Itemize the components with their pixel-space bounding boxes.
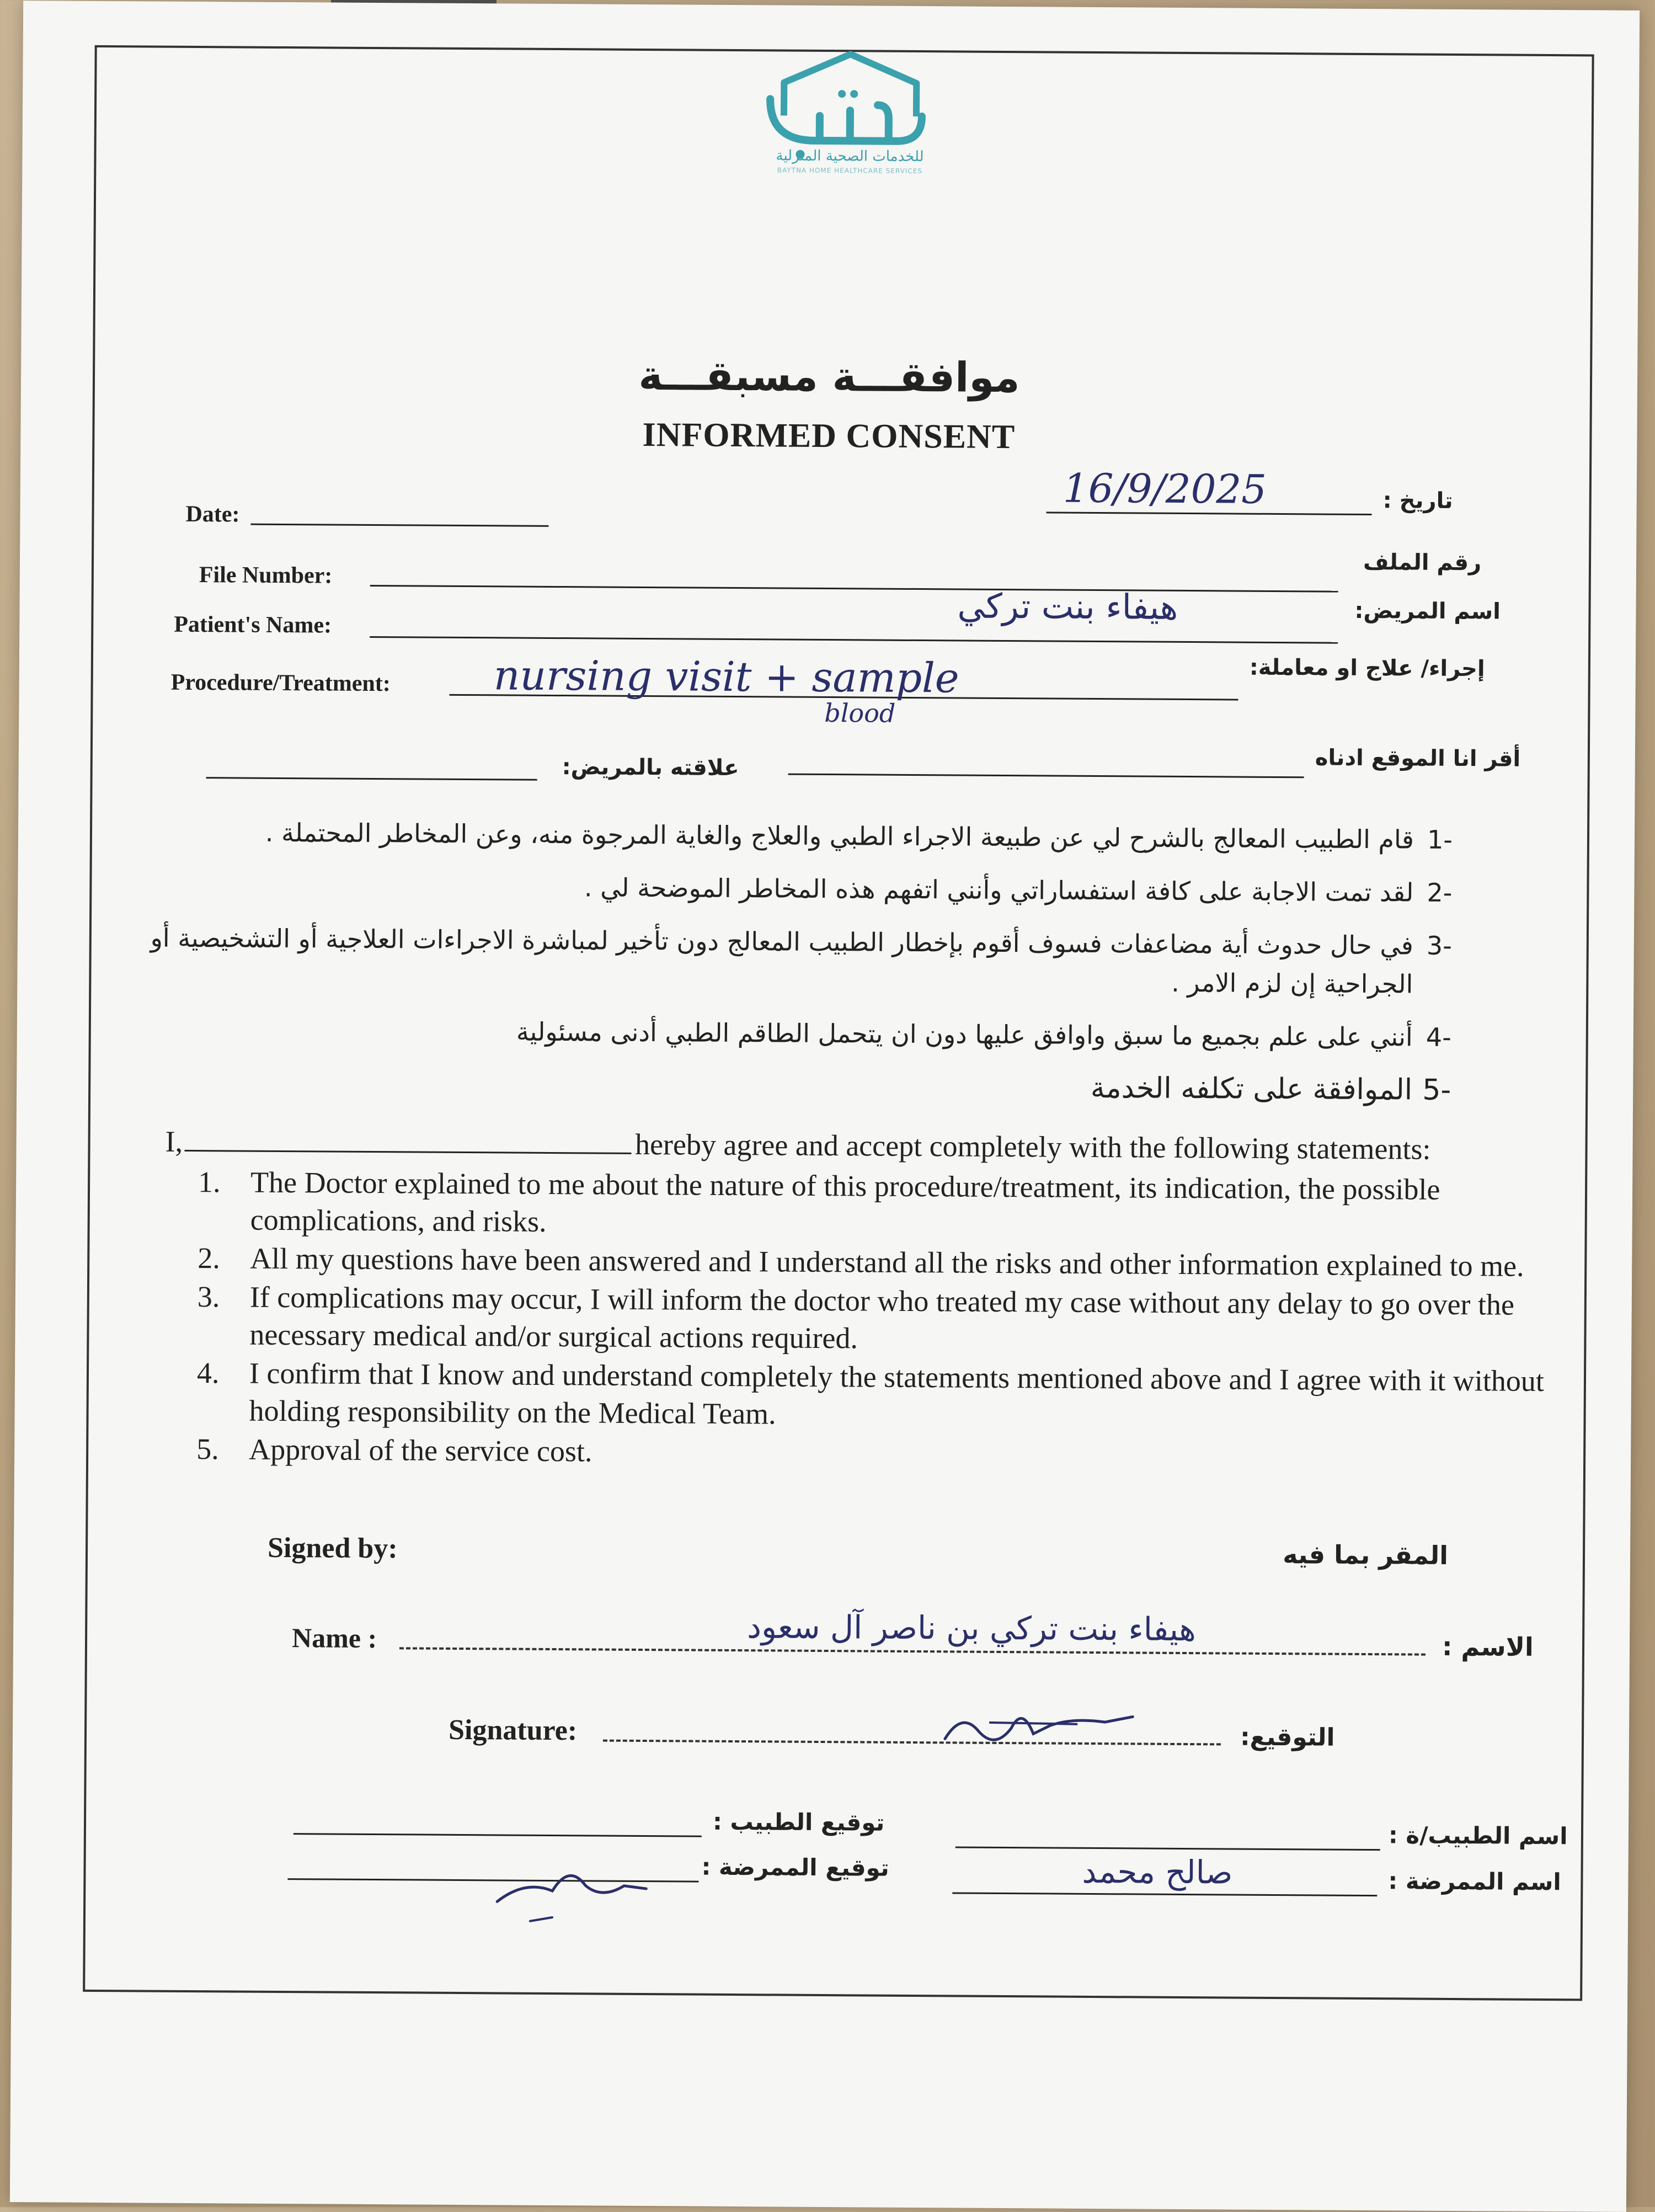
arabic-statements-list xyxy=(138,812,1453,1124)
signed-by-label-en: Signed by: xyxy=(267,1532,398,1565)
nurse-name-value: صالح محمد xyxy=(1082,1852,1233,1891)
intro-name-blank xyxy=(185,1144,632,1154)
signed-by-label-ar: المقر بما فيه xyxy=(1283,1539,1449,1570)
logo-tagline-en: BAYTNA HOME HEALTHCARE SERVICES xyxy=(777,166,922,175)
doctor-signature-label: توقيع الطبيب : xyxy=(712,1808,885,1836)
arabic-statement-5 xyxy=(138,1063,1451,1110)
patient-signature-scribble xyxy=(939,1700,1139,1751)
nurse-name-label: اسم الممرضة : xyxy=(1388,1867,1561,1896)
intro-prefix: I, xyxy=(165,1124,183,1158)
date-label-ar: تاريخ : xyxy=(1382,488,1453,514)
statement-text: If complications may occur, I will inform the doctor who treated my case without any delay to go over the necessary medical and/or surgical actions required. xyxy=(249,1280,1515,1355)
signature-label-en: Signature: xyxy=(448,1714,578,1747)
doctor-name-label: اسم الطبيب/ة : xyxy=(1388,1821,1568,1850)
consent-form-page xyxy=(10,1,1640,2212)
intro-suffix: hereby agree and accept completely with the following statements: xyxy=(634,1127,1431,1166)
statement-number: -1 xyxy=(1427,824,1453,855)
undersigned-label-ar: أقر انا الموقع ادناه xyxy=(1315,745,1521,772)
statement-text: The Doctor explained to me about the nature of this procedure/treatment, its indication, the possible complications, and risks. xyxy=(250,1165,1440,1238)
statement-number: 5. xyxy=(196,1432,219,1466)
statement-number: -3 xyxy=(1426,930,1452,961)
arabic-statement-1 xyxy=(140,812,1453,859)
english-statement-4 xyxy=(196,1354,1565,1437)
statement-number: -4 xyxy=(1426,1022,1451,1052)
procedure-value: nursing visit + sample xyxy=(493,652,959,702)
english-statements-list xyxy=(196,1163,1566,1477)
statement-text: أنني على علم بجميع ما سبق واوافق عليها دون ان يتحمل الطاقم الطبي أدنى مسئولية xyxy=(516,1016,1413,1052)
procedure-label-ar: إجراء/ علاج او معاملة: xyxy=(1249,654,1485,682)
title-english: INFORMED CONSENT xyxy=(642,415,1016,456)
english-statement-2 xyxy=(197,1239,1566,1285)
english-statement-3 xyxy=(197,1278,1566,1361)
arabic-statement-2 xyxy=(139,865,1452,912)
statement-text: Approval of the service cost. xyxy=(248,1432,592,1468)
statement-text: All my questions have been answered and I understand all the risks and other information explained to me. xyxy=(250,1241,1524,1283)
logo-tagline-ar: للخدمات الصحية المنزلية xyxy=(776,147,924,166)
nurse-signature-scribble xyxy=(492,1846,652,1930)
english-statement-5 xyxy=(196,1430,1565,1476)
date-label-en: Date: xyxy=(185,501,240,527)
relation-label-ar: علاقته بالمريض: xyxy=(562,754,739,781)
patient-name-label-en: Patient's Name: xyxy=(174,611,332,638)
nurse-signature-label: توقيع الممرضة : xyxy=(701,1853,889,1881)
statement-text: I confirm that I know and understand completely the statements mentioned above and I agree with it without holding responsibility on the Medical Team. xyxy=(249,1356,1545,1431)
statement-number: 2. xyxy=(197,1241,220,1275)
procedure-value-extra: blood xyxy=(824,697,896,728)
statement-number: -2 xyxy=(1427,877,1453,908)
statement-number: -5 xyxy=(1422,1073,1451,1107)
statement-text: الموافقة على تكلفه الخدمة xyxy=(1090,1071,1413,1107)
name-label-en: Name : xyxy=(291,1622,377,1654)
patient-name-label-ar: اسم المريض: xyxy=(1354,598,1501,625)
date-value: 16/9/2025 xyxy=(1063,465,1267,513)
signature-label-ar: التوقيع: xyxy=(1240,1723,1335,1752)
statement-number: 1. xyxy=(197,1165,221,1199)
patient-name-value: هيفاء بنت تركي xyxy=(957,585,1178,627)
statement-text: لقد تمت الاجابة على كافة استفساراتي وأنني اتفهم هذه المخاطر الموضحة لي . xyxy=(584,872,1414,908)
arabic-statement-3 xyxy=(138,918,1452,1004)
english-statement-1 xyxy=(198,1163,1567,1246)
baytna-logo xyxy=(731,49,969,189)
statement-text: في حال حدوث أية مضاعفات فسوف أقوم بإخطار الطبيب المعالج دون تأخير لمباشرة الاجراءات العلاجية أو التشخيصية أو الجراحية إن لزم الامر . xyxy=(150,923,1413,999)
arabic-statement-4 xyxy=(138,1010,1451,1057)
name-label-ar: الاسم : xyxy=(1442,1631,1534,1662)
procedure-label-en: Procedure/Treatment: xyxy=(170,669,391,697)
file-number-label-ar: رقم الملف xyxy=(1363,549,1482,576)
statement-text: قام الطبيب المعالج بالشرح لي عن طبيعة الاجراء الطبي والعلاج والغاية المرجوة منه، وعن المخاطر المحتملة . xyxy=(265,817,1414,855)
statement-number: 4. xyxy=(196,1356,220,1390)
signatory-name-value: هيفاء بنت تركي بن ناصر آل سعود xyxy=(747,1608,1197,1649)
title-arabic: موافقـــة مسبقـــة xyxy=(638,351,1020,402)
file-number-label-en: File Number: xyxy=(199,562,333,589)
statement-number: 3. xyxy=(197,1280,220,1314)
